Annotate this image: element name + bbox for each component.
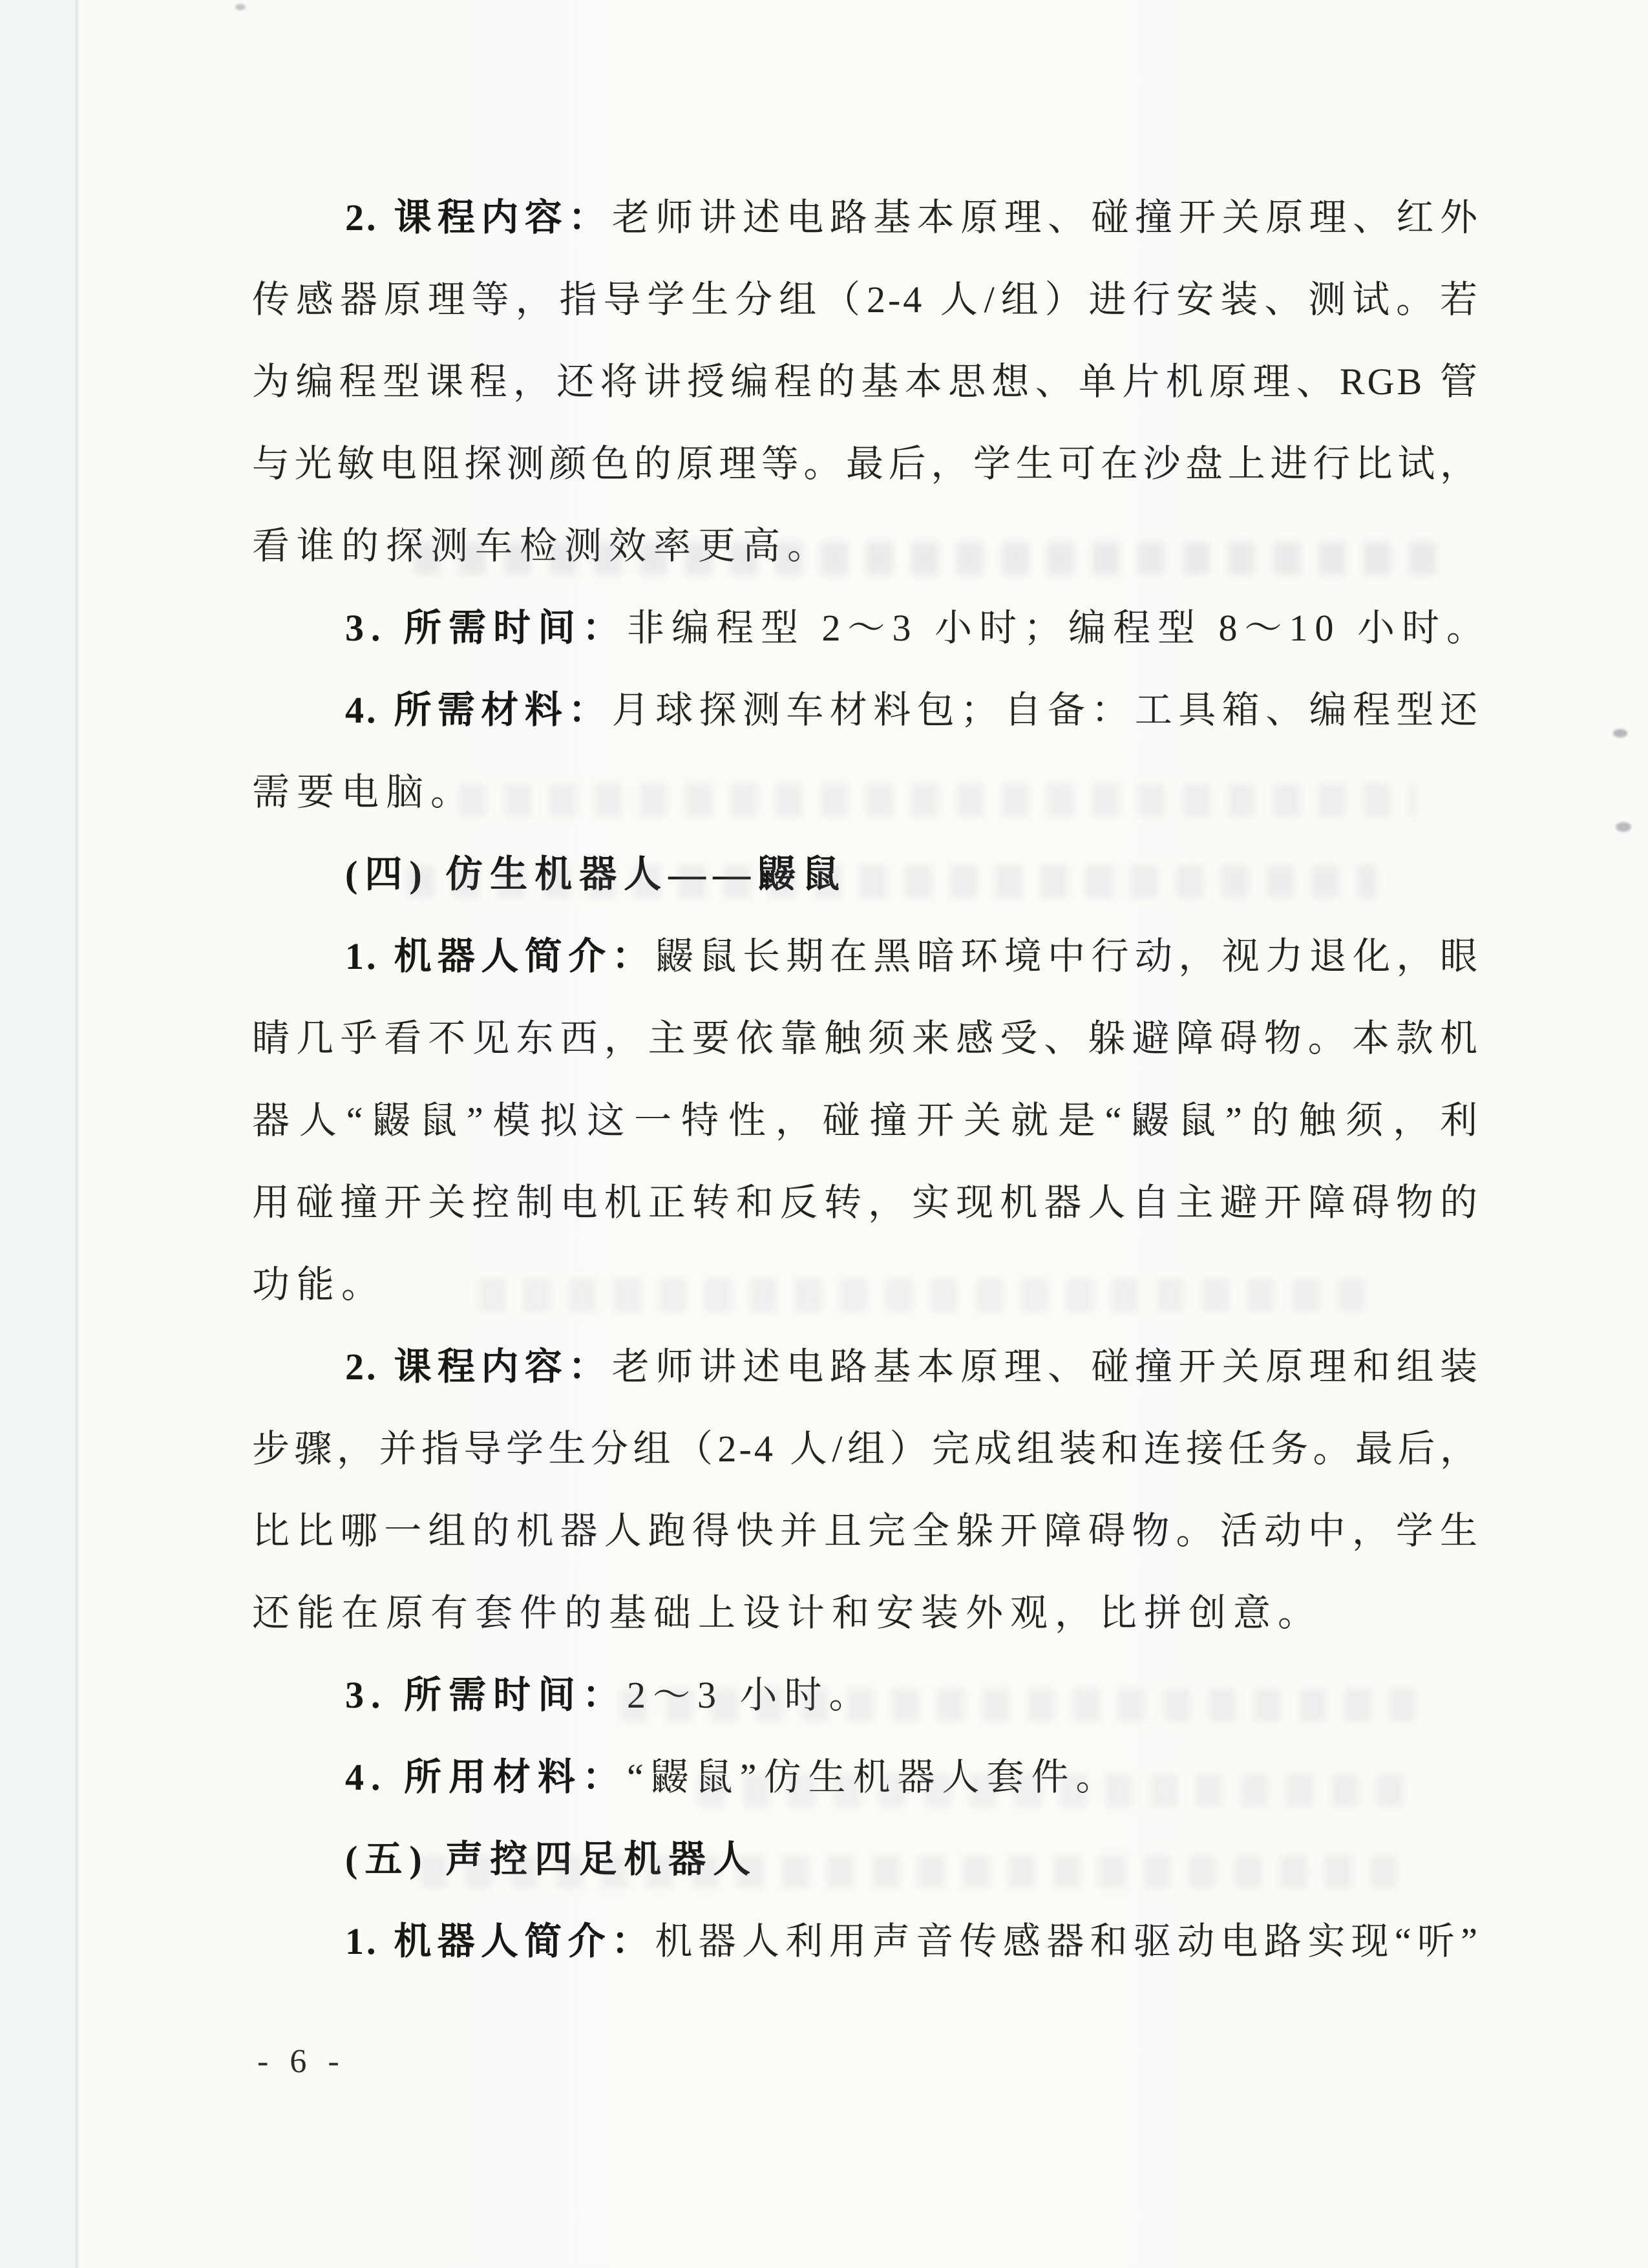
text-run-bold: 1. 机器人简介： — [345, 1920, 655, 1962]
scan-speck — [1613, 729, 1627, 737]
text-line — [252, 1572, 1480, 1654]
text-line — [252, 176, 1480, 259]
text-line — [252, 1326, 1480, 1408]
text-line — [252, 1408, 1480, 1490]
text-run: 用碰撞开关控制电机正转和反转，实现机器人自主避开障碍物的 — [252, 1182, 1480, 1224]
section-heading — [252, 833, 1480, 915]
text-run: 非编程型 2～3 小时；编程型 8～10 小时。 — [627, 607, 1492, 649]
text-run: 还能在原有套件的基础上设计和安装外观，比拼创意。 — [252, 1592, 1323, 1634]
text-run-bold: 3. 所需时间： — [345, 607, 628, 649]
text-line — [252, 423, 1480, 505]
text-run: 为编程型课程，还将讲授编程的基本思想、单片机原理、RGB 管 — [252, 361, 1480, 403]
text-line — [252, 915, 1480, 997]
section-heading — [252, 1818, 1480, 1900]
text-run: 睛几乎看不见东西，主要依靠触须来感受、躲避障碍物。本款机 — [252, 1017, 1480, 1059]
text-line — [252, 1244, 1480, 1326]
text-run: 老师讲述电路基本原理、碰撞开关原理和组装 — [611, 1346, 1480, 1388]
text-run: 器人“鼹鼠”模拟这一特性，碰撞开关就是“鼹鼠”的触须，利 — [252, 1099, 1480, 1141]
text-run: 与光敏电阻探测颜色的原理等。最后，学生可在沙盘上进行比试， — [252, 443, 1480, 485]
text-run-bold: 2. 课程内容： — [345, 1346, 612, 1388]
text-line — [252, 669, 1480, 751]
text-line — [252, 1900, 1480, 1982]
text-line — [252, 1736, 1480, 1818]
text-line — [252, 341, 1480, 423]
text-line — [252, 1079, 1480, 1161]
scan-speck — [1616, 822, 1631, 832]
text-line — [252, 751, 1480, 833]
text-run-bold: 3. 所需时间： — [345, 1674, 628, 1716]
text-run-bold: 4. 所需材料： — [345, 689, 612, 731]
document-body — [252, 176, 1492, 1982]
text-line — [252, 1161, 1480, 1244]
text-run-bold: 2. 课程内容： — [345, 196, 612, 238]
scan-speck — [235, 4, 246, 10]
text-run: 老师讲述电路基本原理、碰撞开关原理、红外 — [611, 196, 1480, 238]
text-run-bold: (五) 声控四足机器人 — [345, 1838, 758, 1880]
text-run-bold: 4. 所用材料： — [345, 1756, 628, 1798]
text-run-bold: 1. 机器人简介： — [345, 935, 656, 977]
text-run: 需要电脑。 — [252, 771, 476, 813]
text-line — [252, 587, 1492, 669]
text-run-bold: (四) 仿生机器人——鼹鼠 — [345, 853, 847, 895]
text-run: 机器人利用声音传感器和驱动电路实现“听” — [655, 1920, 1480, 1962]
text-line — [252, 1654, 1480, 1736]
text-run: 鼹鼠长期在黑暗环境中行动，视力退化，眼 — [655, 935, 1480, 977]
text-run: 月球探测车材料包；自备：工具箱、编程型还 — [611, 689, 1480, 731]
text-line — [252, 997, 1480, 1079]
text-run: 步骤，并指导学生分组（2-4 人/组）完成组装和连接任务。最后， — [252, 1428, 1480, 1470]
text-run: 2～3 小时。 — [627, 1674, 874, 1716]
text-run: 看谁的探测车检测效率更高。 — [252, 525, 832, 567]
text-run: “鼹鼠”仿生机器人套件。 — [627, 1756, 1121, 1798]
text-run: 比比哪一组的机器人跑得快并且完全躲开障碍物。活动中，学生 — [252, 1510, 1480, 1552]
text-run: 功能。 — [252, 1264, 386, 1306]
text-line — [252, 505, 1480, 587]
text-line — [252, 259, 1480, 341]
page-number: - 6 - — [257, 2043, 346, 2080]
text-line — [252, 1490, 1480, 1572]
text-run: 传感器原理等，指导学生分组（2-4 人/组）进行安装、测试。若 — [252, 279, 1480, 321]
